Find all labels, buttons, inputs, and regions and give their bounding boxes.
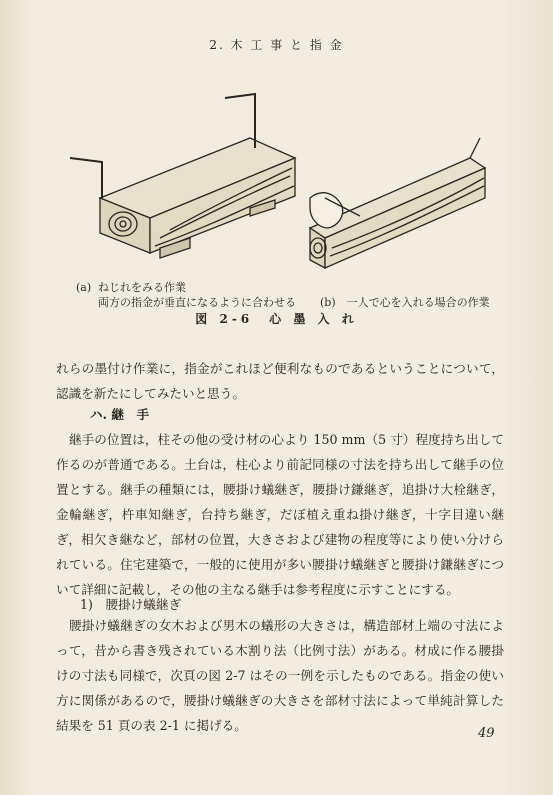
paragraph-2: 継手の位置は，柱その他の受け材の心より 150 mm（5 寸）程度持ち出して作るのが普通である。土台は，柱心より前記同様の寸法を持ち出して継手の位置とする。継手の種類には，腰掛け蟻継ぎ，腰掛け鎌継ぎ，追掛け大栓継ぎ，金輪継ぎ，杵車知継ぎ，台持ち継ぎ，だぼ植え重ね掛け継ぎ，十字目違い継ぎ，相欠き継など，部材の位置，大きさおよび建物の程度等により使い分けられている。住宅建築で，一般的に使用が多い腰掛け蟻継ぎと腰掛け鎌継ぎについて詳細に記載し，その他の主なる継手は参考程度に示すことにする。: [56, 432, 504, 597]
paragraph-1: れらの墨付け作業に，指金がこれほど便利なものであるということについて，認識を新たにしてみたいと思う。: [56, 361, 504, 401]
figure-caption-a: [76, 280, 296, 310]
beam-a: [70, 94, 295, 258]
figure-illustration: [60, 88, 500, 278]
paragraph-3: 腰掛け蟻継ぎの女木および男木の蟻形の大きさは，構造部材上端の寸法によって，昔から書き残されている木割り法（比例寸法）がある。材成に作る腰掛けの寸法も同様で，次頁の図 2-7 はその一例を示したものである。指金の使い方に関係があるので，腰掛け蟻継ぎの大きさを部材寸法によって単純計算した結果を 51 頁の表 2-1 に掲げる。: [56, 618, 505, 733]
timber-marking-illustration: [60, 88, 500, 278]
caption-a-line2: 両方の指金が垂直になるように合わせる: [98, 296, 296, 309]
figure-title: 図 2-6 心 墨 入 れ: [195, 312, 358, 326]
caption-a-line1: ねじれをみる作業: [98, 281, 186, 294]
section-heading: ハ. 継 手: [90, 407, 150, 422]
figure-caption-b: (b) 一人で心を入れる場合の作業: [320, 296, 490, 309]
page-number: 49: [478, 726, 495, 741]
subsection-heading: 1) 腰掛け蟻継ぎ: [80, 597, 182, 612]
running-head: 2. 木 工 事 と 指 金: [209, 38, 344, 52]
caption-a-label: (a): [76, 281, 92, 294]
beam-b: [310, 138, 485, 268]
